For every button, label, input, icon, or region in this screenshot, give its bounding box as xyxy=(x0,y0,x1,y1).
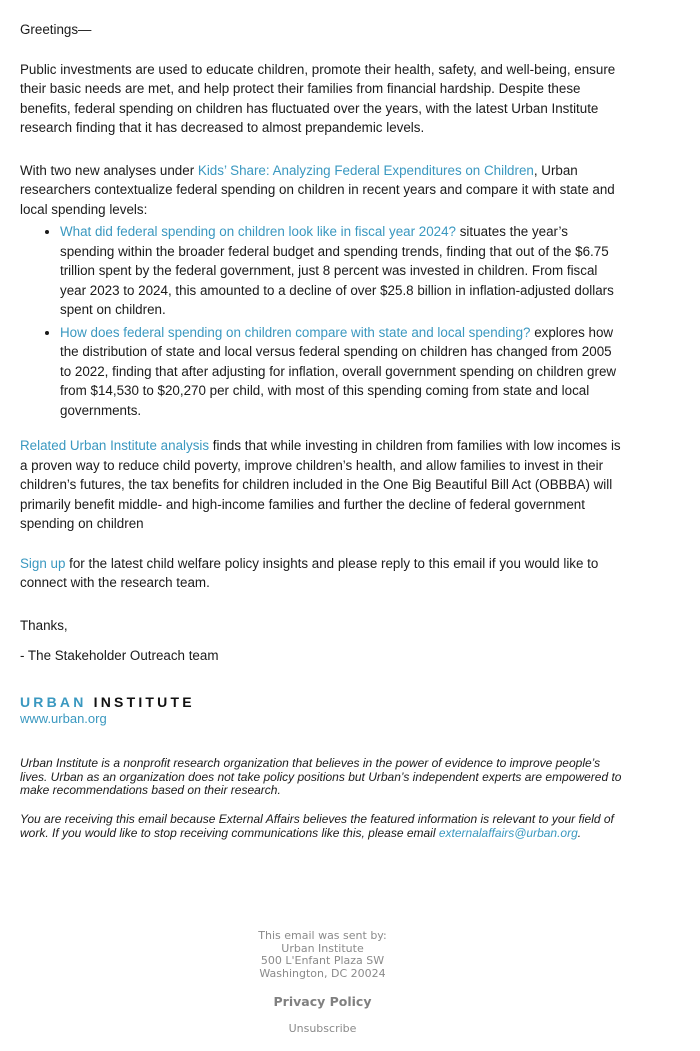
analyses-list xyxy=(20,222,625,420)
sent-by-label: This email was sent by: xyxy=(258,929,387,942)
subscription-end: . xyxy=(577,825,582,840)
logo-institute: INSTITUTE xyxy=(93,694,195,710)
subscription-text: You are receiving this email because External Affairs believes the featured information is relevant to your field of work. If you would like to stop receiving communications like this, please email xyxy=(20,812,614,840)
related-analysis-link[interactable]: Related Urban Institute analysis xyxy=(20,438,210,453)
privacy-policy-link[interactable]: Privacy Policy xyxy=(273,994,372,1009)
kids-share-link[interactable]: Kids’ Share: Analyzing Federal Expenditures on Children xyxy=(197,162,534,178)
subscription-disclaimer xyxy=(20,813,630,840)
signup-paragraph xyxy=(20,554,625,593)
related-analysis-text: finds that while investing in children from families with low incomes is a proven way to reduce child poverty, improve children’s health, and allow families to invest in their children’s futures, the tax benefits for children included in the One Big Beautiful Bill Act (OBBBA) will primarily benefit middle- and high-income families and further the decline of federal government spending on children xyxy=(20,438,621,531)
related-analysis-paragraph xyxy=(20,436,625,534)
urban-institute-logo xyxy=(20,693,195,711)
sender-address xyxy=(0,930,645,980)
analyses-paragraph xyxy=(20,161,625,220)
external-affairs-email-link[interactable]: externalaffairs@urban.org xyxy=(438,825,578,840)
email-body xyxy=(20,20,625,666)
website-link[interactable]: www.urban.org xyxy=(20,711,107,726)
logo-urban: URBAN xyxy=(20,694,87,710)
analyses-text-before: With two new analyses under xyxy=(20,162,198,178)
sign-up-link[interactable]: Sign up xyxy=(20,555,66,571)
greeting: Greetings— xyxy=(20,22,92,37)
about-disclaimer: Urban Institute is a nonprofit research organization that believes in the power of evidence to improve people’s lives. Urban as an organization does not take policy positions but Urban’s independent experts are empowered to make recommendations based on their research. xyxy=(20,756,622,798)
signup-text: for the latest child welfare policy insights and please reply to this email if you would like to connect with the research team. xyxy=(20,555,599,590)
fiscal-2024-link[interactable]: What did federal spending on children look like in fiscal year 2024? xyxy=(60,224,457,239)
unsubscribe-link[interactable]: Unsubscribe xyxy=(288,1022,357,1035)
list-item-text: explores how the distribution of state and local versus federal spending on children has changed from 2005 to 2022, finding that after adjusting for inflation, overall government spending on children grew from $14,530 to $20,270 per child, with most of this spending coming from state and local governments. xyxy=(60,324,617,418)
list-item xyxy=(60,323,625,421)
list-item-text: situates the year’s spending within the broader federal budget and spending trends, finding that out of the $6.75 trillion spent by the federal government, just 8 percent was invested in children. From fiscal year 2023 to 2024, this amounted to a decline of over $25.8 billion in inflation-adjusted dollars spent on children. xyxy=(60,224,614,317)
state-local-link[interactable]: How does federal spending on children compare with state and local spending? xyxy=(60,324,531,340)
list-item xyxy=(60,222,625,320)
analyses-text-after: , Urban researchers contextualize federal spending on children in recent years and compare it with state and local spending levels: xyxy=(20,162,615,217)
thanks: Thanks, xyxy=(20,617,68,633)
sender-city: Washington, DC 20024 xyxy=(259,966,386,980)
intro-paragraph: Public investments are used to educate children, promote their health, safety, and well-being, ensure their basic needs are met, and help protect their families from financial hardship. Despite these benefits, federal spending on children has fluctuated over the years, with the latest Urban Institute research finding that it has decreased to almost prepandemic levels. xyxy=(20,61,616,135)
sender-street: 500 L'Enfant Plaza SW xyxy=(260,954,385,968)
sender-org: Urban Institute xyxy=(281,941,364,955)
signoff: - The Stakeholder Outreach team xyxy=(20,648,219,663)
